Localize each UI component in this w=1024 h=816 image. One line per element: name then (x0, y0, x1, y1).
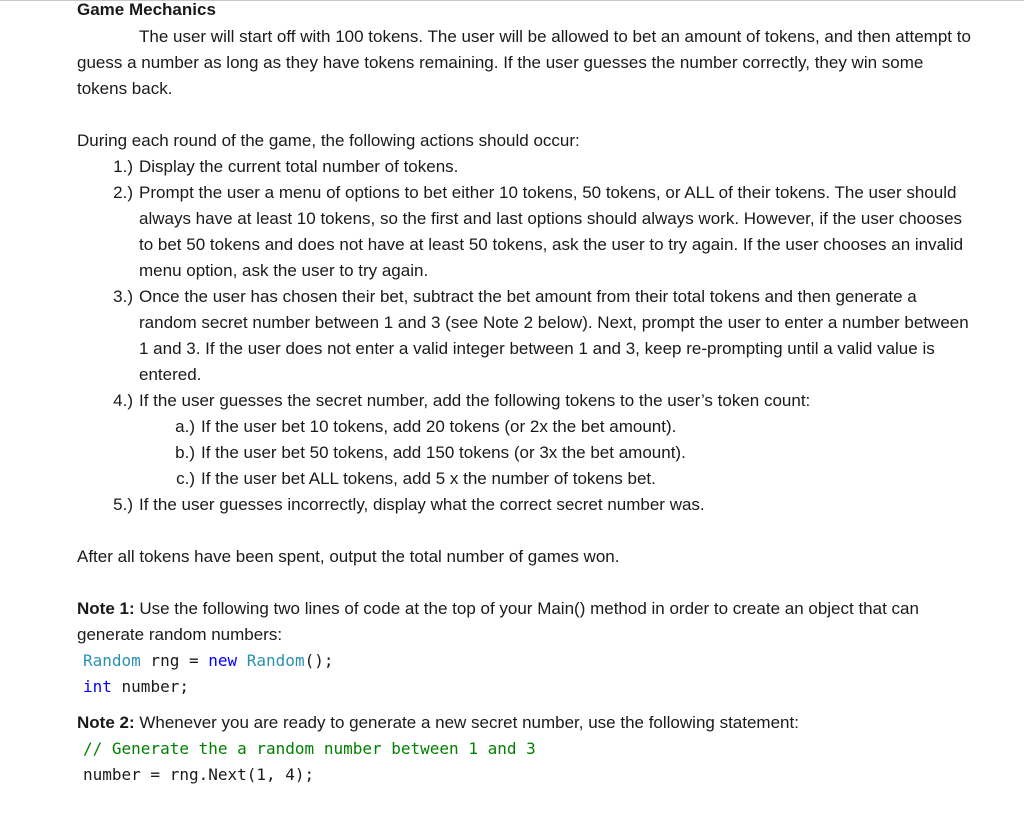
spacer (77, 102, 977, 128)
note-1-text: Use the following two lines of code at the top of your Main() method in order to create an object that can generate random numbers: (77, 599, 919, 644)
intro-paragraph: The user will start off with 100 tokens. The user will be allowed to bet an amount of tokens, and then attempt to guess a number as long as they have tokens remaining. If the user guesses the number correctly, they win some tokens back. (77, 27, 971, 98)
step-text: Once the user has chosen their bet, subtract the bet amount from their total tokens and then generate a random secret number between 1 and 3 (see Note 2 below). Next, prompt the user to enter a number between 1 and 3. If the user does not enter a valid integer between 1 and 3, keep re-prompting until a valid value is entered. (139, 287, 969, 384)
summary-paragraph: After all tokens have been spent, output the total number of games won. (77, 547, 620, 566)
code-token: (); (304, 651, 334, 670)
code-token: number; (111, 677, 189, 696)
document-page (77, 0, 977, 788)
step-number: 5.) (113, 495, 133, 514)
code-token: rng = (140, 651, 209, 670)
list-item (77, 180, 977, 284)
note-2-label: Note 2: (77, 713, 135, 732)
code-line-random (83, 648, 977, 674)
section-heading: Game Mechanics (77, 0, 216, 19)
code-line-int (83, 674, 977, 700)
step-text: Prompt the user a menu of options to bet either 10 tokens, 50 tokens, or ALL of their tokens. The user should always have at least 10 tokens, so the first and last options should always work. However, if the user chooses to bet 50 tokens and does not have at least 50 tokens, ask the user to try again. If the user chooses an invalid menu option, ask the user to try again. (139, 183, 964, 280)
list-item (139, 466, 977, 492)
step-text: If the user guesses incorrectly, display what the correct secret number was. (139, 495, 705, 514)
note-1-paragraph (77, 596, 977, 648)
list-item (77, 284, 977, 388)
code-token: Random (83, 651, 141, 670)
step-text: If the user guesses the secret number, add the following tokens to the user’s token count: (139, 391, 811, 410)
step-body (139, 388, 977, 492)
spacer (77, 518, 977, 544)
sub-step-text: If the user bet ALL tokens, add 5 x the number of tokens bet. (201, 469, 656, 488)
list-item (77, 492, 977, 518)
code-token: new (208, 651, 238, 670)
note-2-text: Whenever you are ready to generate a new secret number, use the following statement: (134, 713, 799, 732)
note-2-paragraph (77, 710, 977, 736)
step-text: Display the current total number of tokens. (139, 157, 459, 176)
spacer (77, 570, 977, 596)
list-item (77, 388, 977, 492)
code-token: int (83, 677, 112, 696)
step-number: 3.) (113, 287, 133, 306)
step-number: 1.) (113, 157, 133, 176)
list-item (139, 414, 977, 440)
sub-step-text: If the user bet 50 tokens, add 150 tokens (or 3x the bet amount). (201, 443, 686, 462)
step-number: 2.) (113, 183, 133, 202)
spacer (77, 700, 977, 710)
round-intro-paragraph: During each round of the game, the following actions should occur: (77, 131, 580, 150)
code-line-next: number = rng.Next(1, 4); (83, 765, 315, 784)
steps-list (77, 154, 977, 518)
sub-step-letter: b.) (175, 443, 195, 462)
list-item (139, 440, 977, 466)
step-number: 4.) (113, 391, 133, 410)
sub-step-text: If the user bet 10 tokens, add 20 tokens (or 2x the bet amount). (201, 417, 677, 436)
note-1-label: Note 1: (77, 599, 135, 618)
code-token: Random (237, 651, 305, 670)
sub-steps-list (139, 414, 977, 492)
sub-step-letter: c.) (176, 469, 195, 488)
code-line-comment: // Generate the a random number between 1 and 3 (83, 739, 536, 758)
list-item (77, 154, 977, 180)
sub-step-letter: a.) (175, 417, 195, 436)
